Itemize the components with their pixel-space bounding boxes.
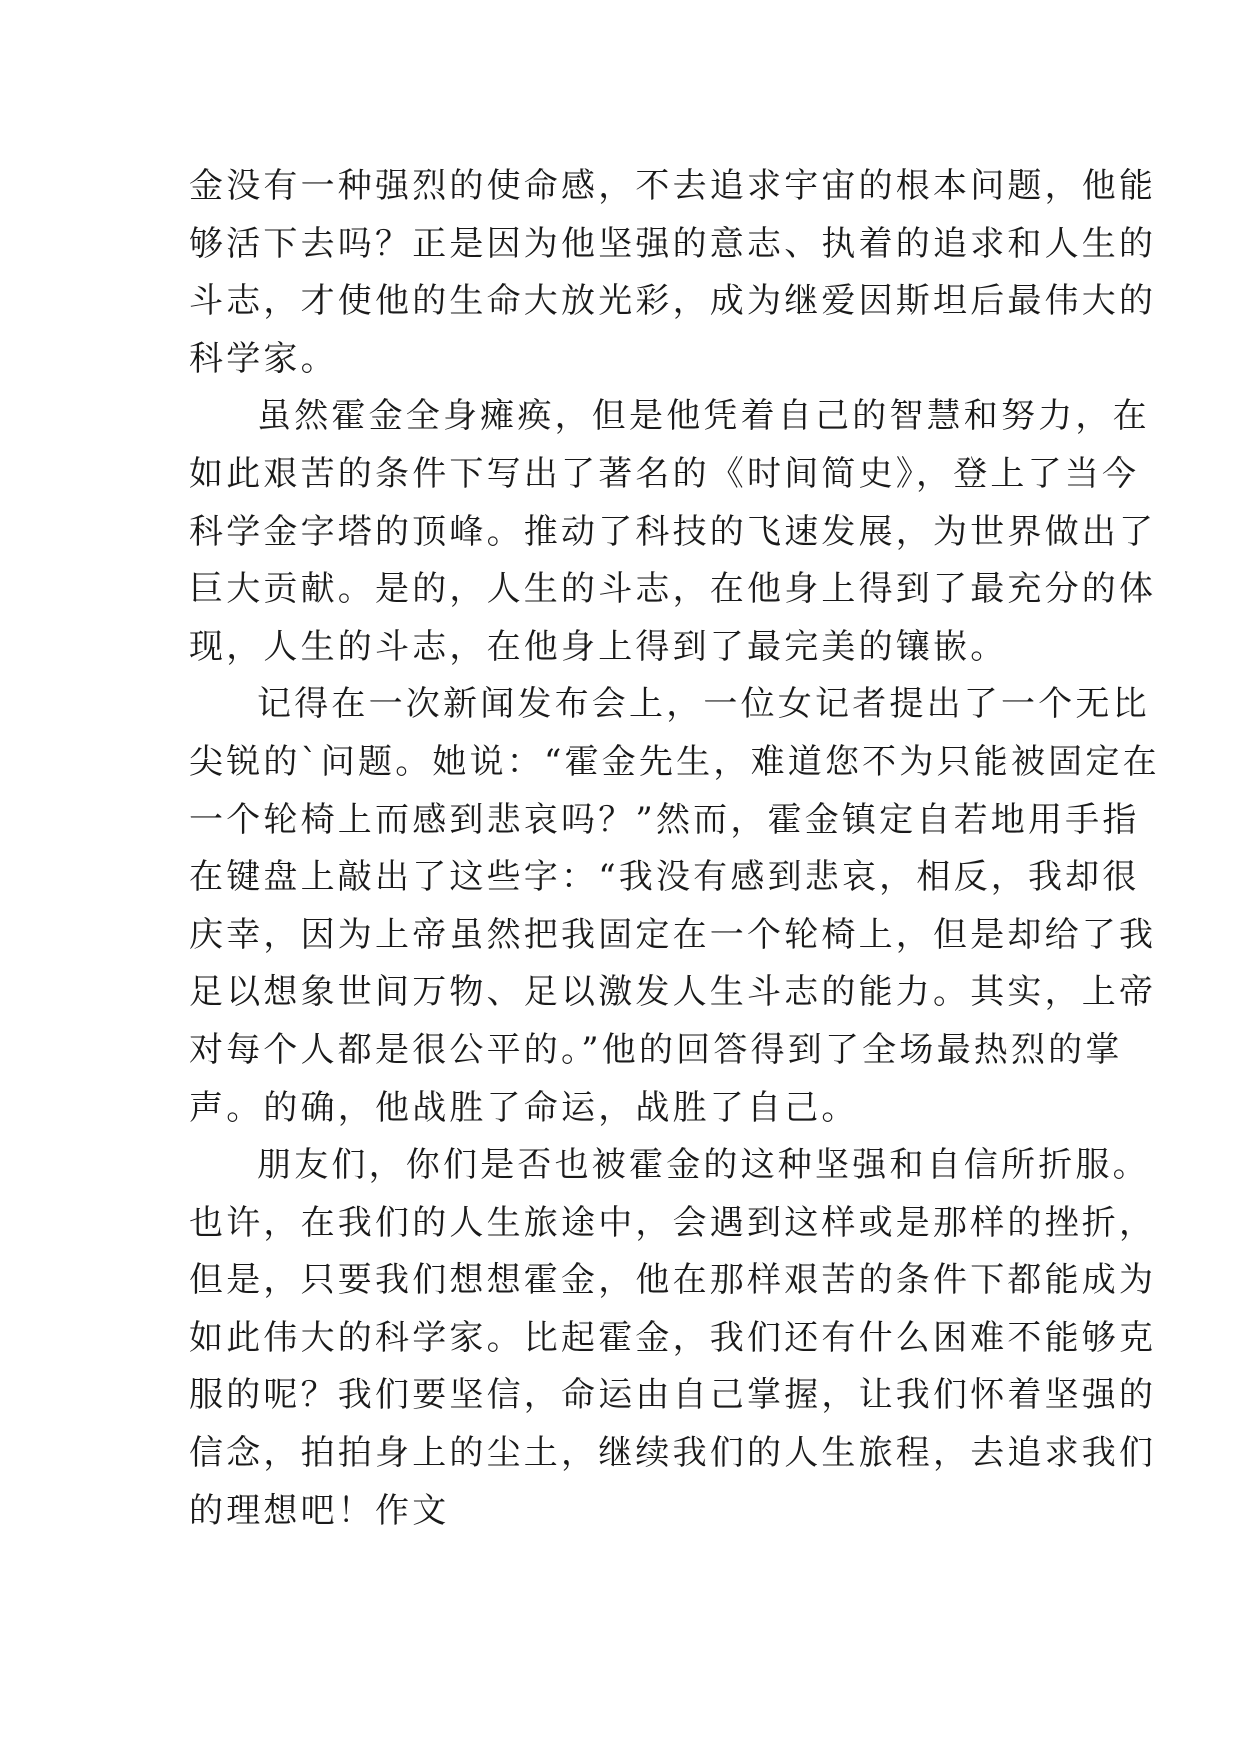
text-line: 尖锐的`问题。她说：“霍金先生，难道您不为只能被固定在	[189, 741, 1160, 782]
text-line: 也许，在我们的人生旅途中，会遇到这样或是那样的挫折，	[189, 1202, 1157, 1243]
text-line: 巨大贡献。是的，人生的斗志，在他身上得到了最充分的体	[189, 569, 1157, 610]
text-line: 但是，只要我们想想霍金，他在那样艰苦的条件下都能成为	[189, 1260, 1157, 1301]
text-line: 记得在一次新闻发布会上，一位女记者提出了一个无比	[257, 684, 1150, 725]
text-line: 足以想象世间万物、足以激发人生斗志的能力。其实，上帝	[189, 972, 1157, 1013]
text-line: 斗志，才使他的生命大放光彩，成为继爱因斯坦后最伟大的	[189, 281, 1157, 322]
text-line: 虽然霍金全身瘫痪，但是他凭着自己的智慧和努力，在	[257, 396, 1150, 437]
text-line: 如此伟大的科学家。比起霍金，我们还有什么困难不能够克	[189, 1317, 1157, 1358]
text-line: 对每个人都是很公平的。”他的回答得到了全场最热烈的掌	[189, 1029, 1123, 1070]
text-line: 科学金字塔的顶峰。推动了科技的飞速发展，为世界做出了	[189, 511, 1157, 552]
text-line: 信念，拍拍身上的尘土，继续我们的人生旅程，去追求我们	[189, 1433, 1157, 1474]
text-line: 声。的确，他战胜了命运，战胜了自己。	[189, 1087, 859, 1128]
text-line: 够活下去吗？正是因为他坚强的意志、执着的追求和人生的	[189, 223, 1157, 264]
text-line: 如此艰苦的条件下写出了著名的《时间简史》，登上了当今	[189, 453, 1140, 494]
text-line: 一个轮椅上而感到悲哀吗？”然而，霍金镇定自若地用手指	[189, 799, 1140, 840]
text-line: 金没有一种强烈的使命感，不去追求宇宙的根本问题，他能	[189, 166, 1157, 206]
document-body	[189, 158, 1160, 1540]
text-line: 服的呢？我们要坚信，命运由自己掌握，让我们怀着坚强的	[189, 1375, 1157, 1416]
text-line: 在键盘上敲出了这些字：“我没有感到悲哀，相反，我却很	[189, 857, 1140, 898]
text-line: 科学家。	[189, 338, 338, 379]
text-line: 的理想吧！作文	[189, 1490, 450, 1531]
text-line: 庆幸，因为上帝虽然把我固定在一个轮椅上，但是却给了我	[189, 914, 1157, 955]
text-line: 朋友们，你们是否也被霍金的这种坚强和自信所折服。	[257, 1145, 1150, 1186]
text-line: 现，人生的斗志，在他身上得到了最完美的镶嵌。	[189, 626, 1008, 667]
